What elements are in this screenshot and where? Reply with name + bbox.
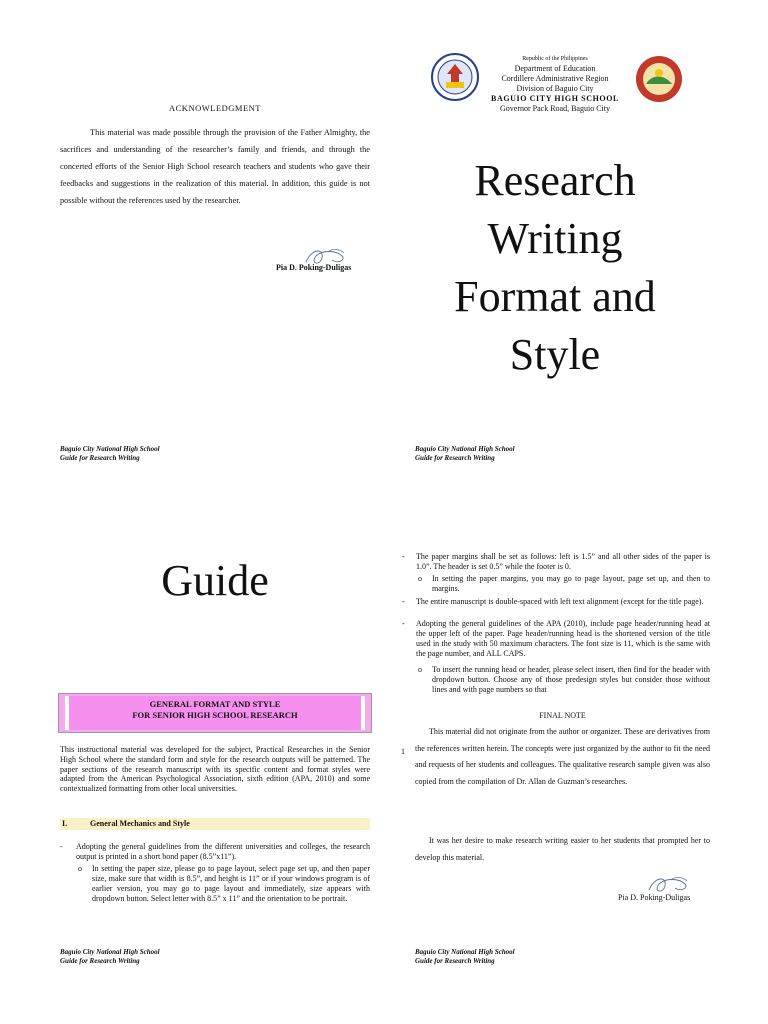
final-note-title: FINAL NOTE	[539, 711, 586, 720]
bullet-running-head: Adopting the general guidelines of the APA (2010), include page header/running head at the upper left of the paper. Page header/running head is the shortened version of the title used in the study with 50 maximum characters. The font size is 11, which is the same with the page number, and ALL CAPS.	[416, 619, 710, 658]
sub-bullet-page-setup: In setting the paper size, please go to page layout, select page set up, and then paper size, make sure that width is 8.5”, and height is 11” or if your windows program is of earlier version, you may go to page layout and immediately, size appears with dropdown button. Select letter with 8.5” x 11” and the orientation to be portrait.	[92, 864, 370, 903]
bullet-dash: -	[402, 552, 405, 561]
section-number: I.	[62, 819, 68, 828]
cover-title-line-3: Format and	[454, 272, 656, 321]
header-address: Governor Pack Road, Baguio City	[500, 104, 610, 113]
final-note-paragraph-1: This material did not originate from the author or organizer. These are derivatives from the references written herein. The concepts were just organized by the author to fit the need and requests of her students and colleagues. The qualitative research sample given was also copied from the compilation of Dr. Allan de Guzman’s researches.	[415, 727, 710, 786]
section-heading	[60, 818, 370, 830]
bullet-paper-size: Adopting the general guidelines from the different universities and colleges, the research output is printed in a short bond paper (8.5”x11”).	[76, 842, 370, 861]
banner-text	[59, 699, 371, 721]
intro-paragraph: This instructional material was developed for the subject, Practical Researches in the Senior High School where the standard form and style for the research outputs will be patterned. The paper sections of the research manuscript with its specific content and format styles were adapted from the American Psychological Association, sixth edition (APA, 2010) and some contextualized formatting from other local universities.	[60, 745, 370, 794]
footer-bottom-left	[60, 948, 160, 966]
footer-top-right	[415, 445, 515, 463]
footer-top-left	[60, 445, 160, 463]
bullet-dash: -	[60, 842, 63, 851]
final-note-paragraph-2: It was her desire to make research writing easier to her students that prompted her to develop this material.	[415, 836, 710, 862]
header-region: Cordillere Administrative Region	[501, 74, 609, 83]
footer-school: Baguio City National High School	[415, 948, 515, 956]
footer-school: Baguio City National High School	[415, 445, 515, 453]
cover-title-line-2: Writing	[487, 214, 623, 263]
bullet-circle: o	[418, 574, 422, 583]
page-number: 1	[401, 747, 405, 756]
acknowledgment-signature: Pia D. Poking-Duligas	[276, 263, 352, 272]
footer-guide: Guide for Research Writing	[60, 957, 140, 965]
final-note-signature: Pia D. Poking-Duligas	[618, 893, 691, 902]
banner-line-2: FOR SENIOR HIGH SCHOOL RESEARCH	[132, 710, 298, 720]
footer-guide: Guide for Research Writing	[60, 454, 140, 462]
bullet-circle: o	[78, 864, 82, 873]
acknowledgment-title: ACKNOWLEDGMENT	[169, 103, 261, 113]
header-school: BAGUIO CITY HIGH SCHOOL	[491, 94, 619, 103]
footer-bottom-right	[415, 948, 515, 966]
format-banner	[58, 693, 372, 733]
footer-school: Baguio City National High School	[60, 948, 160, 956]
header-department: Department of Education	[514, 64, 596, 73]
bullet-double-spaced: The entire manuscript is double-spaced with left text alignment (except for the title page).	[416, 597, 704, 606]
sub-bullet-margins: In setting the paper margins, you may go to page layout, page set up, and then to margins.	[432, 574, 710, 593]
header-division: Division of Baguio City	[516, 84, 594, 93]
cover-title-line-4: Style	[509, 330, 601, 379]
footer-guide: Guide for Research Writing	[415, 454, 495, 462]
section-title: General Mechanics and Style	[90, 819, 190, 828]
cover-title	[420, 152, 690, 384]
deped-seal-icon	[430, 52, 480, 102]
banner-line-1: GENERAL FORMAT AND STYLE	[149, 699, 281, 709]
school-header	[480, 54, 630, 114]
acknowledgment-body: This material was made possible through the provision of the Father Almighty, the sacrifices and understanding of the researcher’s family and friends, and through the concerted efforts of the Senior High School research teachers and students who gave their feedbacks and suggestions in the realization of this material. In addition, this guide is not possible without the references used by the researcher.	[60, 128, 370, 205]
footer-school: Baguio City National High School	[60, 445, 160, 453]
footer-guide: Guide for Research Writing	[415, 957, 495, 965]
school-seal-icon	[634, 54, 684, 104]
header-republic: Republic of the Philippines	[522, 56, 588, 62]
cover-title-line-1: Research	[474, 156, 636, 205]
sub-bullet-insert-header: To insert the running head or header, please select insert, then find for the header with dropdown button. Choose any of those predesign styles but consider those without lines and with page numbers so that	[432, 665, 710, 694]
bullet-dash: -	[402, 597, 405, 606]
bullet-dash: -	[402, 619, 405, 628]
guide-word: Guide	[161, 556, 269, 605]
bullet-margins: The paper margins shall be set as follows: left is 1.5” and all other sides of the paper is 1.0”. The header is set 0.5” while the footer is 0.	[416, 552, 710, 571]
bullet-circle: o	[418, 665, 422, 674]
page-divider	[0, 512, 768, 513]
